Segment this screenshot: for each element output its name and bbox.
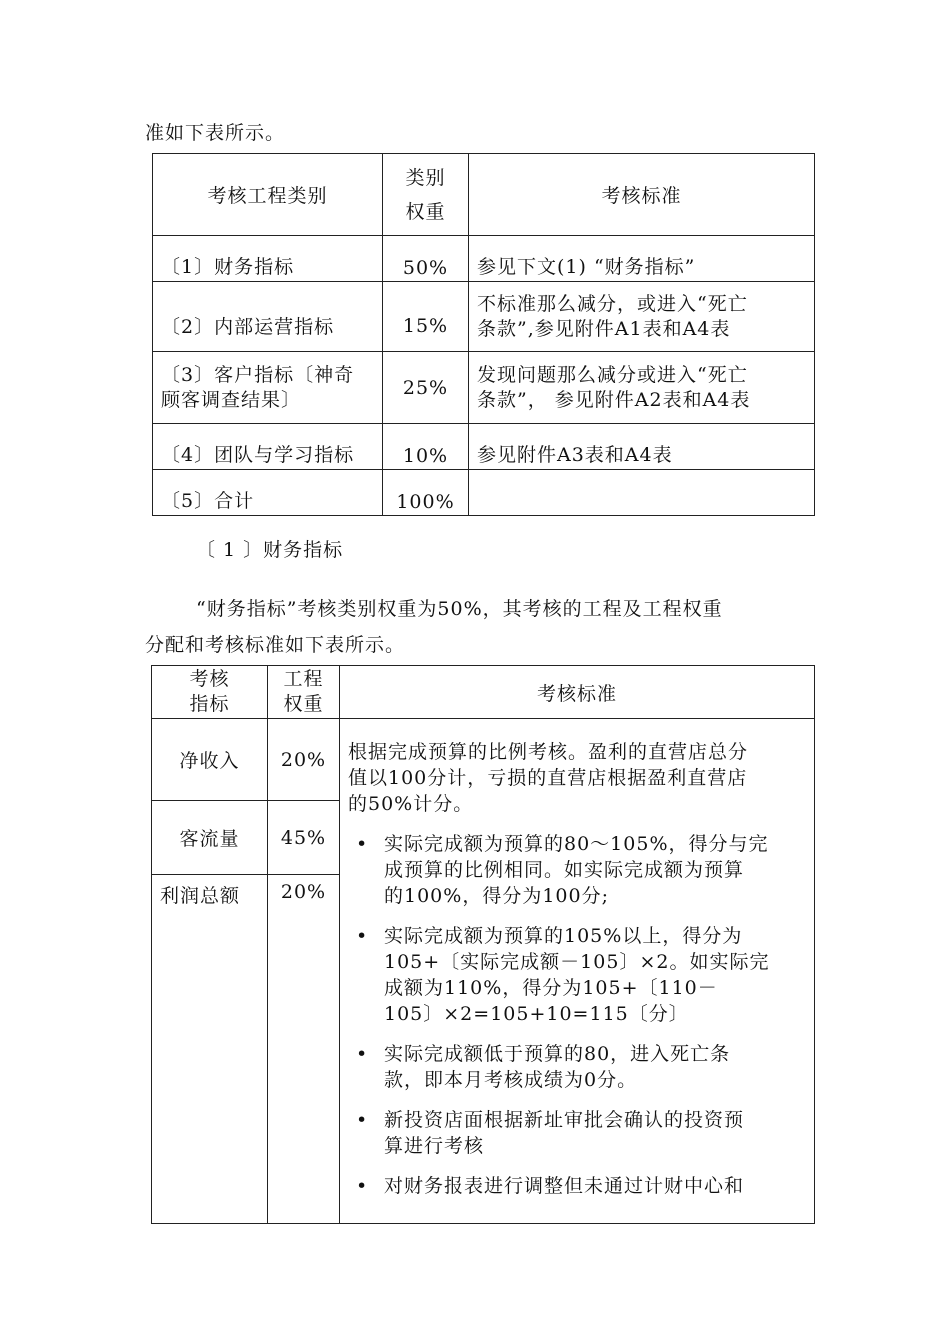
table-row: 净收入 20% 根据完成预算的比例考核。盈利的直营店总分 值以100分计，亏损的直营店根据盈利直营店 的50%计分。 • 实际完成额为预算的80～105%，得分与完 成预算的比例相同。如实际完成额为预算 的100%，得分为100分; • 实际完成额为预算的105%以上，得分为 105+〔实际完成额－105〕×2。如实际完 成额为110%，得分为105+〔110－ 105〕×2=105+10=115〔分〕 • 实际完成额低于预算的80，进入死亡条 款，即本月考核成绩为0分。 • 新投资店面根据新址审批会确认的投资预 算进行考核 • 对财务报表进行调整但未通过计财中心和 xyxy=(152,719,815,801)
table-row: 〔5〕合计 100% xyxy=(153,470,815,516)
list-item: • 实际完成额为预算的105%以上，得分为 105+〔实际完成额－105〕×2。如实际完 成额为110%，得分为105+〔110－ 105〕×2=105+10=115〔分〕 xyxy=(348,923,806,1027)
category-weight-table xyxy=(152,153,815,516)
table1-header-item: 考核工程类别 xyxy=(153,154,383,236)
list-item: • 对财务报表进行调整但未通过计财中心和 xyxy=(348,1173,806,1199)
section-heading: 〔 1 〕财务指标 xyxy=(196,539,344,561)
list-item: • 实际完成额低于预算的80，进入死亡条 款，即本月考核成绩为0分。 xyxy=(348,1041,806,1093)
list-item: • 实际完成额为预算的80～105%，得分与完 成预算的比例相同。如实际完成额为预算 的100%，得分为100分; xyxy=(348,831,806,909)
paragraph-line-2: 分配和考核标准如下表所示。 xyxy=(145,634,406,656)
table2-standard-cell xyxy=(340,719,815,1224)
table-row: 〔1〕财务指标 50% 参见下文(1) “财务指标” xyxy=(153,236,815,282)
financial-indicator-table xyxy=(151,665,815,1224)
paragraph-line-1: “财务指标”考核类别权重为50%，其考核的工程及工程权重 xyxy=(196,598,723,620)
table2-header-standard: 考核标准 xyxy=(340,666,815,719)
table-row: 〔2〕内部运营指标 15% 不标准那么减分，或进入“死亡 条款”,参见附件A1表和A4表 xyxy=(153,282,815,352)
intro-line: 准如下表所示。 xyxy=(145,122,286,144)
table2-header-indicator: 考核 指标 xyxy=(152,666,268,719)
standard-intro: 根据完成预算的比例考核。盈利的直营店总分 值以100分计，亏损的直营店根据盈利直营店 的50%计分。 xyxy=(348,741,749,815)
table2-header-weight: 工程 权重 xyxy=(268,666,340,719)
table-row: 利润总额 20% xyxy=(152,875,815,1224)
table-row: 〔4〕团队与学习指标 10% 参见附件A3表和A4表 xyxy=(153,424,815,470)
standard-bullets xyxy=(348,831,806,1199)
table-row: 客流量 45% xyxy=(152,801,815,875)
list-item: • 新投资店面根据新址审批会确认的投资预 算进行考核 xyxy=(348,1107,806,1159)
table-row: 〔3〕客户指标〔神奇 顾客调查结果〕 25% 发现问题那么减分或进入“死亡 条款”， 参见附件A2表和A4表 xyxy=(153,352,815,424)
table1-header-standard: 考核标准 xyxy=(469,154,815,236)
table1-header-weight: 类别 权重 xyxy=(383,154,469,236)
